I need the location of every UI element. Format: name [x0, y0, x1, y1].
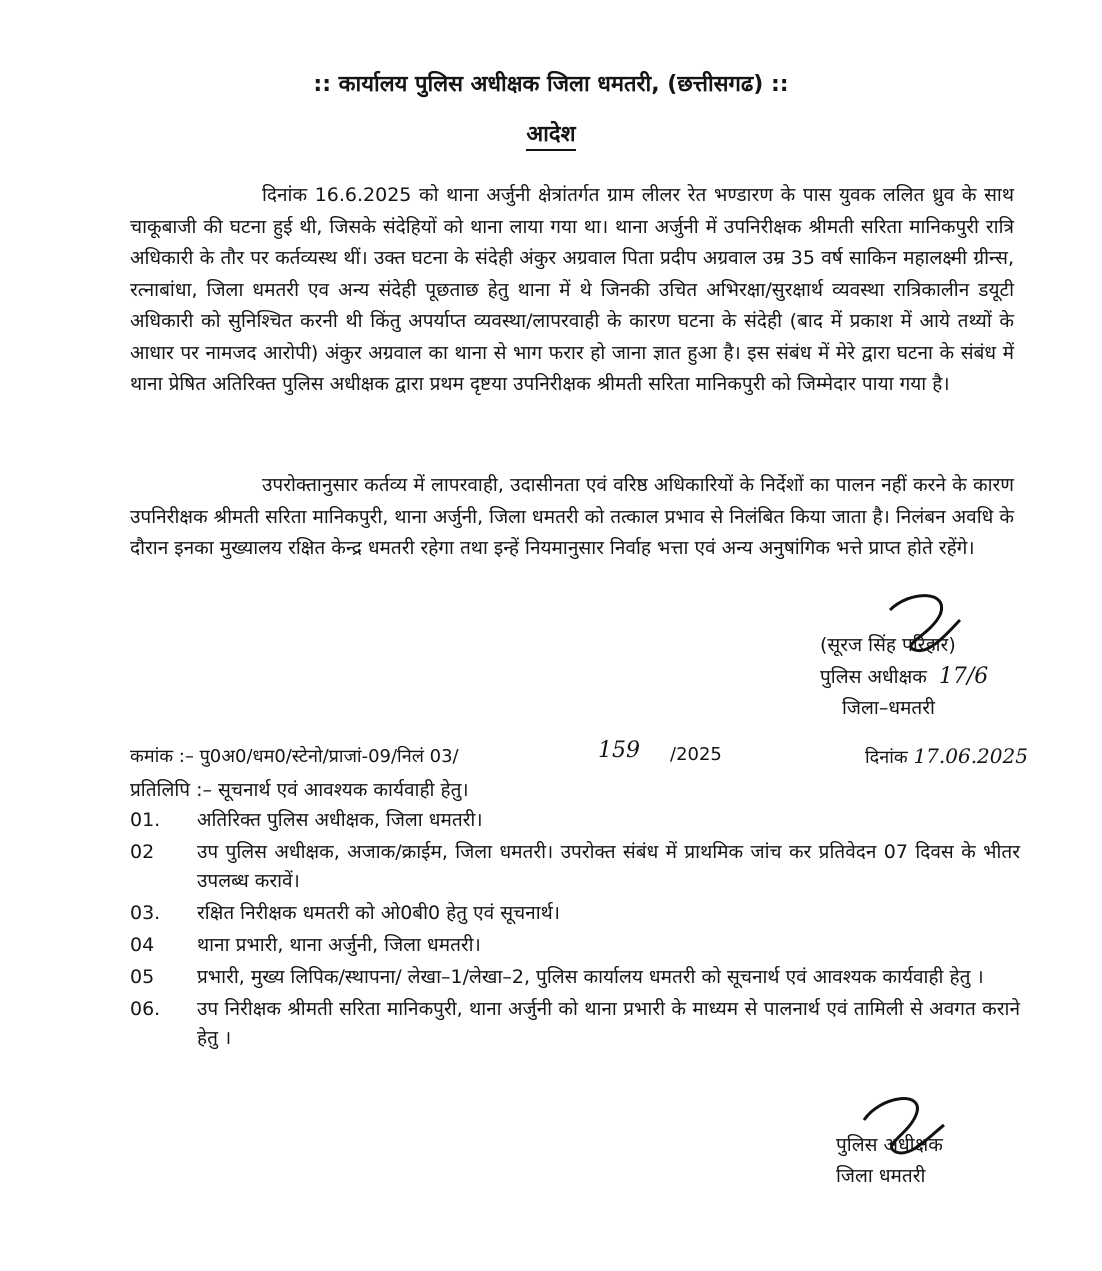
list-item-number: 01.: [130, 809, 161, 831]
list-item-number: 05: [130, 966, 155, 988]
signatory-designation: पुलिस अधीक्षक: [836, 1134, 943, 1156]
handwritten-signature-icon: [856, 1090, 956, 1160]
signatory-designation: पुलिस अधीक्षक: [820, 666, 927, 688]
list-item-text: उप पुलिस अधीक्षक, अजाक/क्राईम, जिला धमतरी। उपरोक्त संबंध में प्राथमिक जांच कर प्रतिवेदन 07 दिवस के भीतर उपलब्ध करावें।: [197, 841, 1020, 892]
signatory-district: जिला–धमतरी: [842, 697, 935, 719]
handwritten-signature-icon: [880, 590, 970, 660]
signatory-name: (सूरज सिंह परिहार): [820, 634, 956, 656]
reference-year: /2025: [670, 744, 722, 765]
list-item-number: 02: [130, 841, 155, 863]
list-item-text: रक्षित निरीक्षक धमतरी को ओ0बी0 हेतु एवं सूचनार्थ।: [197, 902, 560, 924]
list-item-text: अतिरिक्त पुलिस अधीक्षक, जिला धमतरी।: [197, 809, 483, 831]
body-paragraph-2: उपरोक्तानुसार कर्तव्य में लापरवाही, उदासीनता एवं वरिष्ठ अधिकारियों के निर्देशों का पालन नहीं करने के कारण उपनिरीक्षक श्रीमती सरिता मानिकपुरी, थाना अर्जुनी, जिला धमतरी को तत्काल प्रभाव से निलंबित किया जाता है। निलंबन अवधि के दौरान इनका मुख्यालय रक्षित केन्द्र धमतरी रहेगा तथा इन्हें नियमानुसार निर्वाह भत्ता एवं अन्य अनुषांगिक भत्ते प्राप्त होते रहेंगे।: [130, 474, 1014, 559]
copy-label: प्रतिलिपि :– सूचनार्थ एवं आवश्यक कार्यवाही हेतु।: [130, 779, 469, 801]
list-item-number: 04: [130, 934, 155, 956]
reference-date: [865, 744, 1028, 769]
reference-number: कमांक :– पु0अ0/धम0/स्टेनो/प्राजां-09/निलं 03/: [130, 746, 459, 767]
order-heading-text: आदेश: [526, 122, 575, 151]
date-handwritten: 17.06.2025: [913, 744, 1028, 768]
list-item: [130, 899, 1020, 928]
list-item: [130, 963, 1020, 992]
list-item-number: 03.: [130, 902, 161, 924]
order-heading: [0, 118, 1102, 148]
signatory-district: जिला धमतरी: [836, 1165, 926, 1187]
distribution-list: [130, 806, 1020, 1056]
signature-block-2: [836, 1130, 1066, 1192]
signatory-designation-line: [820, 661, 1080, 693]
list-item: [130, 995, 1020, 1053]
office-title: :: कार्यालय पुलिस अधीक्षक जिला धमतरी, (छत्तीसगढ) ::: [313, 72, 789, 97]
handwritten-date: 17/6: [938, 664, 989, 689]
list-item-text: प्रभारी, मुख्य लिपिक/स्थापना/ लेखा–1/लेखा–2, पुलिस कार्यालय धमतरी को सूचनार्थ एवं आवश्यक कार्यवाही हेतु ।: [197, 966, 984, 988]
list-item-number: 06.: [130, 998, 161, 1020]
reference-line: [130, 738, 1050, 774]
date-label: दिनांक: [865, 747, 908, 768]
list-item: [130, 838, 1020, 896]
list-item-text: थाना प्रभारी, थाना अर्जुनी, जिला धमतरी।: [197, 934, 481, 956]
signature-block-1: [820, 630, 1080, 724]
list-item: [130, 806, 1020, 835]
list-item-text: उप निरीक्षक श्रीमती सरिता मानिकपुरी, थाना अर्जुनी को थाना प्रभारी के माध्यम से पालनार्थ एवं तामिली से अवगत कराने हेतु ।: [197, 998, 1020, 1049]
body-paragraph-1: दिनांक 16.6.2025 को थाना अर्जुनी क्षेत्रांतर्गत ग्राम लीलर रेत भण्डारण के पास युवक ललित ध्रुव के साथ चाकूबाजी की घटना हुई थी, जिसके संदेहियों को थाना लाया गया था। थाना अर्जुनी में उपनिरीक्षक श्रीमती सरिता मानिकपुरी रात्रि अधिकारी के तौर पर कर्तव्यस्थ थीं। उक्त घटना के संदेही अंकुर अग्रवाल पिता प्रदीप अग्रवाल उम्र 35 वर्ष साकिन महालक्ष्मी ग्रीन्स, रत्नाबांधा, जिला धमतरी एव अन्य संदेही पूछताछ हेतु थाना में थे जिनकी उचित अभिरक्षा/सुरक्षार्थ व्यवस्था रात्रिकालीन डयूटी अधिकारी को सुनिश्चित करनी थी किंतु अपर्याप्त व्यवस्था/लापरवाही के कारण घटना के संदेही (बाद में प्रकाश में आये तथ्यों के आधार पर नामजद आरोपी) अंकुर अग्रवाल का थाना से भाग फरार हो जाना ज्ञात हुआ है। इस संबंध में मेरे द्वारा घटना के संबंध में थाना प्रेषित अतिरिक्त पुलिस अधीक्षक द्वारा प्रथम दृष्टया उपनिरीक्षक श्रीमती सरिता मानिकपुरी को जिम्मेदार पाया गया है।: [130, 184, 1014, 395]
reference-handwritten-number: 159: [598, 738, 640, 763]
list-item: [130, 931, 1020, 960]
